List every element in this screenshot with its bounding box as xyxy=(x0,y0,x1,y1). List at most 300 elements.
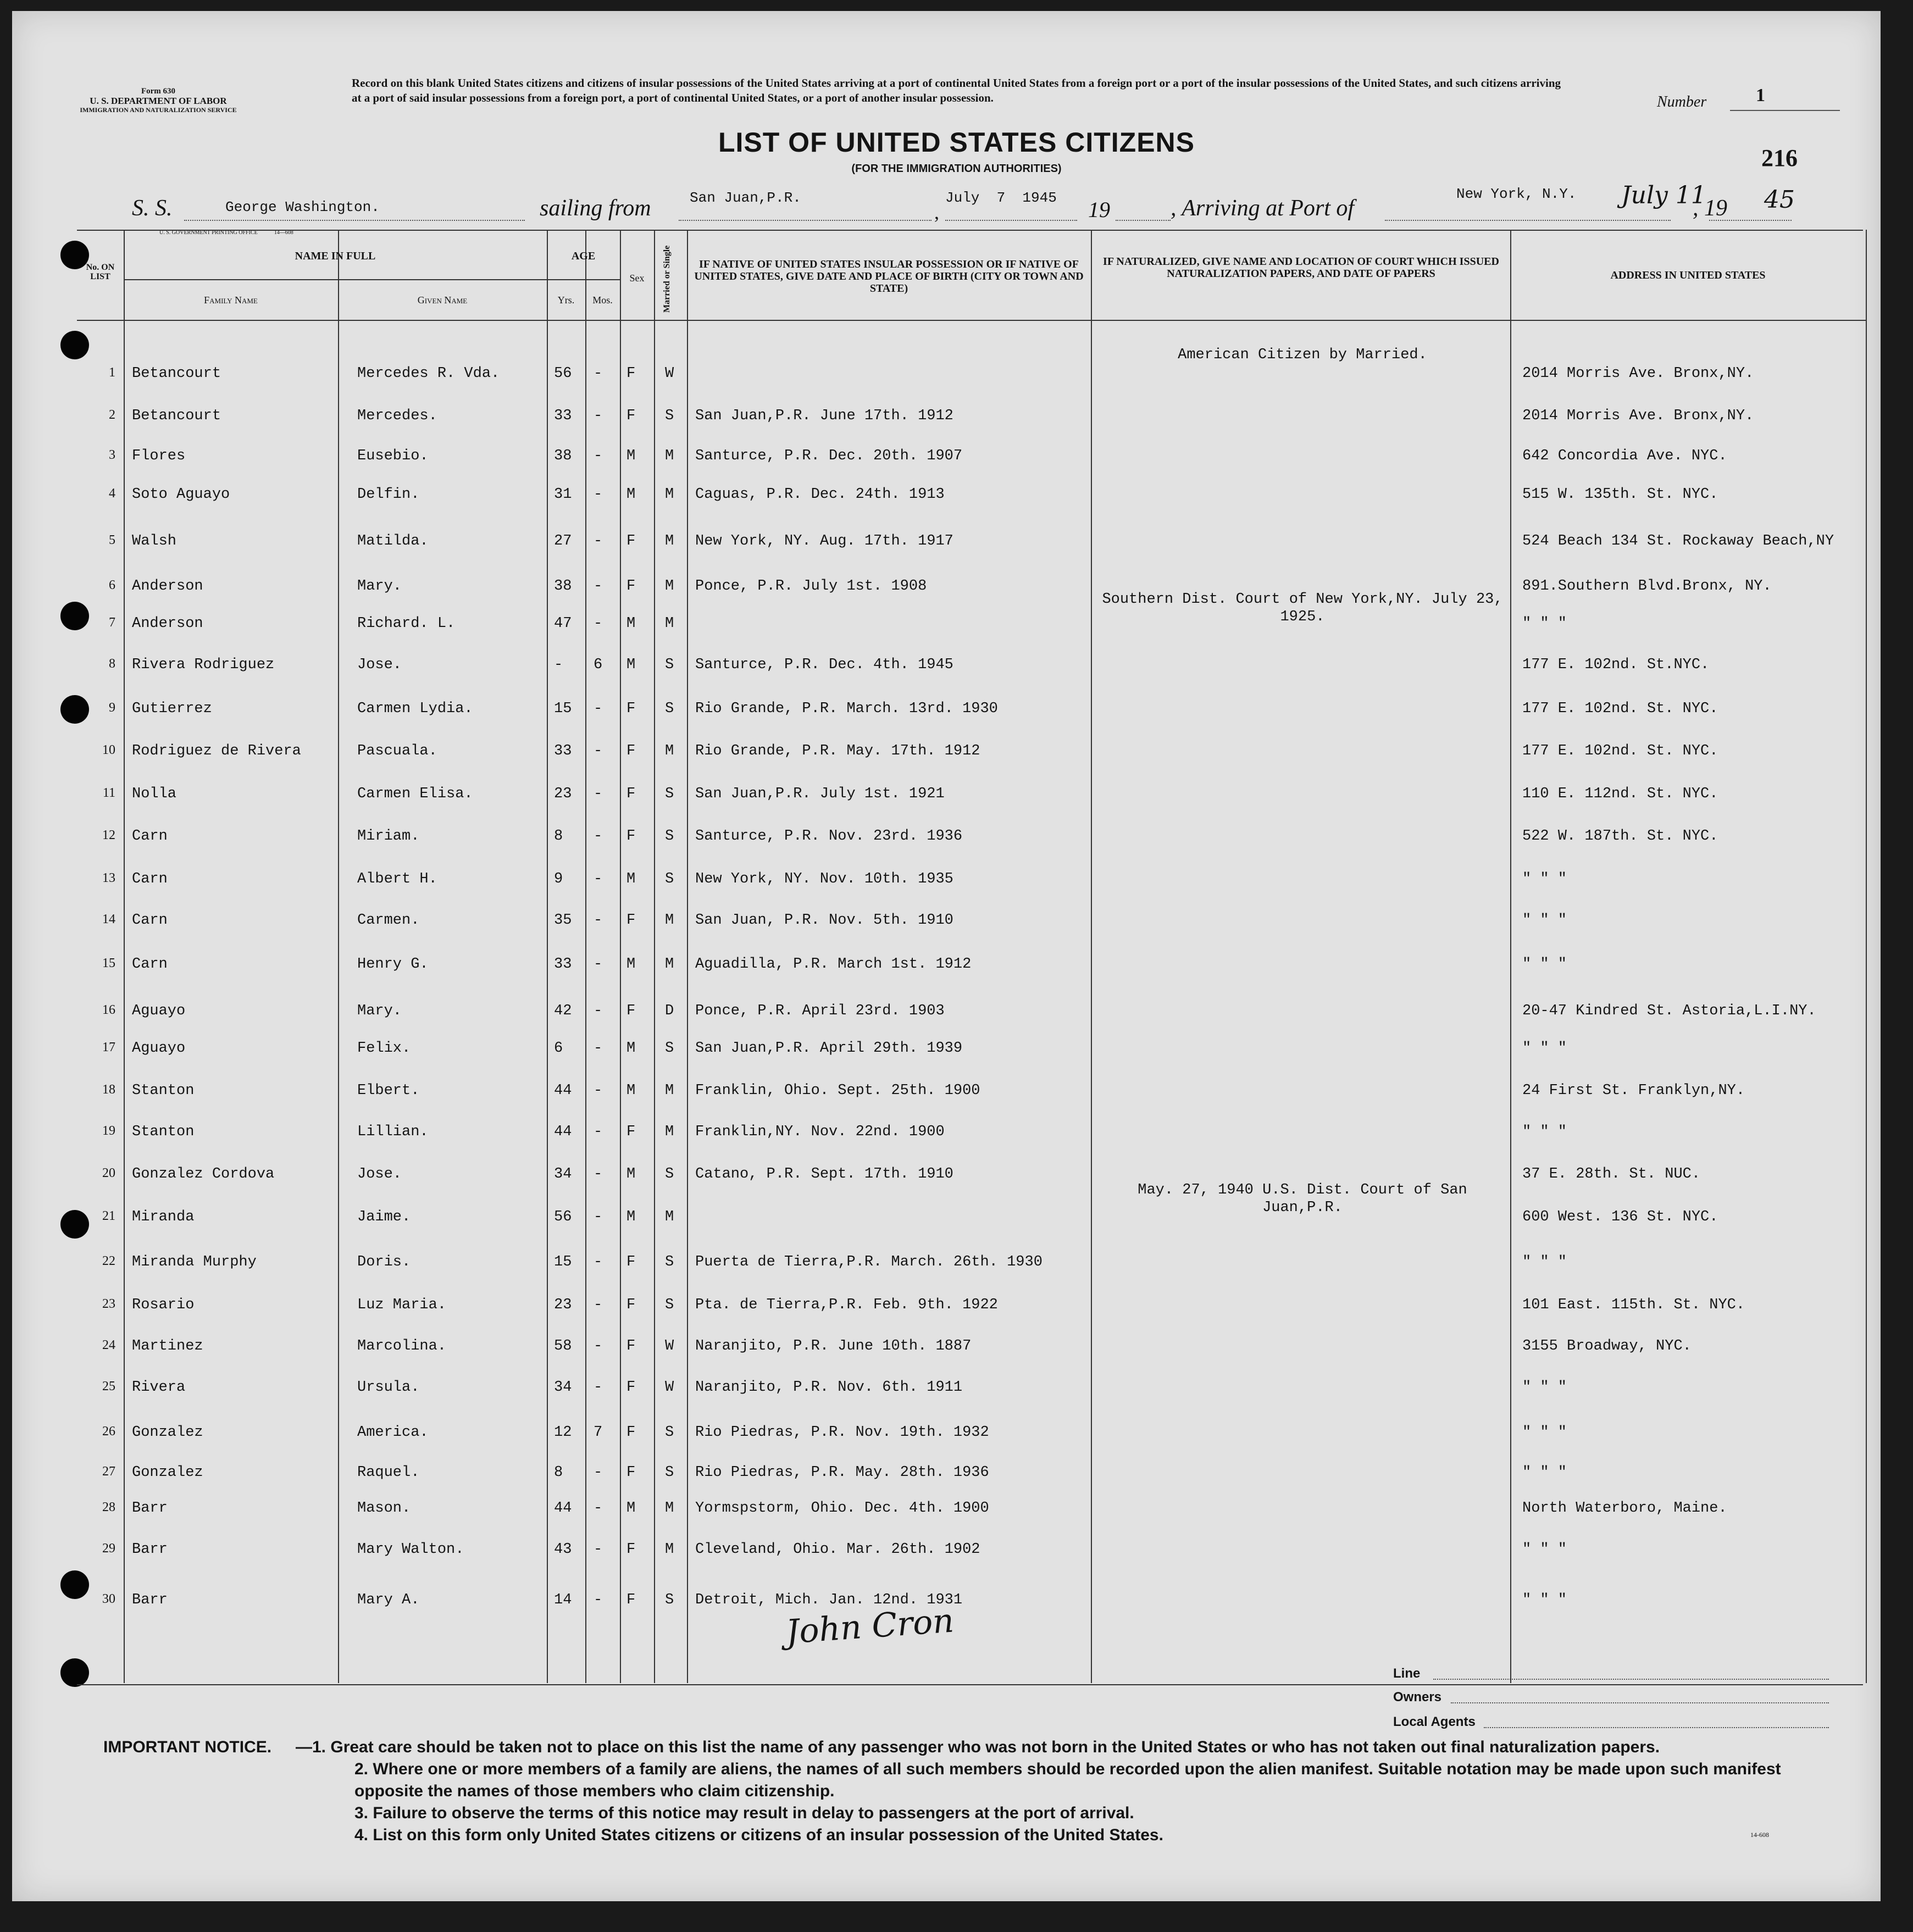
arrival-year-line xyxy=(1709,220,1792,221)
row-age-months: - xyxy=(594,1166,603,1182)
col-age: AGE xyxy=(571,250,596,262)
row-marital: M xyxy=(665,533,674,549)
row-number: 23 xyxy=(102,1297,115,1311)
row-birthplace: Puerta de Tierra,P.R. March. 26th. 1930 xyxy=(695,1254,1043,1270)
row-address: " " " xyxy=(1522,912,1567,929)
row-naturalization: May. 27, 1940 U.S. Dist. Court of San Juan,P.R. xyxy=(1138,1182,1467,1216)
row-age-years: 8 xyxy=(554,1464,563,1481)
row-marital: S xyxy=(665,1424,674,1441)
row-address: " " " xyxy=(1522,1124,1567,1140)
row-birthplace: New York, NY. Nov. 10th. 1935 xyxy=(695,871,953,887)
row-address: 177 E. 102nd. St. NYC. xyxy=(1522,743,1718,759)
row-family-name: Miranda Murphy xyxy=(132,1254,257,1270)
row-marital: M xyxy=(665,1082,674,1099)
from-line xyxy=(679,220,931,221)
notice-heading: IMPORTANT NOTICE. xyxy=(103,1738,272,1756)
col-divider xyxy=(585,230,586,1683)
col-mos: Mos. xyxy=(592,295,613,306)
row-naturalization: Southern Dist. Court of New York,NY. July 23, 1925. xyxy=(1102,591,1503,625)
row-family-name: Rivera xyxy=(132,1379,186,1396)
row-birthplace: Franklin, Ohio. Sept. 25th. 1900 xyxy=(695,1082,980,1099)
col-divider xyxy=(654,230,655,1683)
col-divider xyxy=(124,230,125,1683)
row-age-months: - xyxy=(594,578,603,595)
arrival-port: New York, N.Y. xyxy=(1456,186,1577,202)
col-birth: IF NATIVE OF UNITED STATES INSULAR POSSESSION OR IF NATIVE OF UNITED STATES, GIVE DATE AND PLACE OF BIRTH (CITY OR TOWN AND STATE) xyxy=(694,258,1084,295)
row-given-name: Matilda. xyxy=(357,533,429,549)
row-age-months: 7 xyxy=(594,1424,603,1441)
header-bottom-rule xyxy=(77,320,1866,321)
row-age-months: - xyxy=(594,1541,603,1558)
row-given-name: Mary. xyxy=(357,578,402,595)
col-no-on-list: No. ON LIST xyxy=(86,263,115,281)
agent-owners-label: Owners xyxy=(1393,1690,1442,1705)
row-sex: F xyxy=(626,743,636,759)
ss-label: S. S. xyxy=(132,196,173,221)
row-marital: M xyxy=(665,1541,674,1558)
row-address: 37 E. 28th. St. NUC. xyxy=(1522,1166,1701,1182)
col-address: ADDRESS IN UNITED STATES xyxy=(1610,269,1766,281)
row-age-months: - xyxy=(594,701,603,717)
col-divider xyxy=(1866,230,1867,1683)
row-birthplace: Ponce, P.R. April 23rd. 1903 xyxy=(695,1003,945,1019)
col-sex: Sex xyxy=(629,273,645,284)
row-address: 522 W. 187th. St. NYC. xyxy=(1522,828,1718,845)
col-naturalized: IF NATURALIZED, GIVE NAME AND LOCATION OF COURT WHICH ISSUED NATURALIZATION PAPERS, AND DATE OF PAPERS xyxy=(1103,256,1499,280)
row-age-years: 44 xyxy=(554,1124,572,1140)
row-family-name: Aguayo xyxy=(132,1040,186,1057)
row-age-years: 44 xyxy=(554,1500,572,1517)
row-birthplace: Rio Piedras, P.R. Nov. 19th. 1932 xyxy=(695,1424,989,1441)
row-age-months: - xyxy=(594,1500,603,1517)
row-address: 2014 Morris Ave. Bronx,NY. xyxy=(1522,365,1754,382)
row-age-years: 27 xyxy=(554,533,572,549)
row-family-name: Barr xyxy=(132,1592,168,1608)
row-age-years: 8 xyxy=(554,828,563,845)
row-given-name: Felix. xyxy=(357,1040,411,1057)
row-family-name: Martinez xyxy=(132,1338,203,1354)
row-birthplace: Ponce, P.R. July 1st. 1908 xyxy=(695,578,927,595)
row-birthplace: San Juan, P.R. Nov. 5th. 1910 xyxy=(695,912,953,929)
row-sex: M xyxy=(626,1040,636,1057)
row-age-months: - xyxy=(594,956,603,973)
row-family-name: Betancourt xyxy=(132,408,221,424)
row-sex: F xyxy=(626,1464,636,1481)
row-birthplace: Santurce, P.R. Dec. 4th. 1945 xyxy=(695,657,953,673)
row-number: 19 xyxy=(102,1124,115,1138)
row-marital: S xyxy=(665,701,674,717)
row-birthplace: New York, NY. Aug. 17th. 1917 xyxy=(695,533,953,549)
age-header-rule xyxy=(547,279,620,280)
ship-name: George Washington. xyxy=(225,199,380,215)
sailing-date: July 7 1945 xyxy=(945,190,1057,206)
row-address: " " " xyxy=(1522,956,1567,973)
row-number: 29 xyxy=(102,1541,115,1556)
row-given-name: America. xyxy=(357,1424,429,1441)
row-number: 8 xyxy=(109,657,115,671)
row-age-months: 6 xyxy=(594,657,603,673)
col-name-in-full: NAME IN FULL xyxy=(295,250,376,262)
row-number: 13 xyxy=(102,871,115,885)
agent-line-label: Line xyxy=(1393,1666,1421,1681)
row-marital: W xyxy=(665,1379,674,1396)
row-address: 20-47 Kindred St. Astoria,L.I.NY. xyxy=(1522,1003,1816,1019)
row-sex: F xyxy=(626,701,636,717)
row-given-name: Luz Maria. xyxy=(357,1297,447,1313)
row-number: 5 xyxy=(109,533,115,547)
row-age-years: 38 xyxy=(554,578,572,595)
row-given-name: Elbert. xyxy=(357,1082,420,1099)
row-age-years: 12 xyxy=(554,1424,572,1441)
col-yrs: Yrs. xyxy=(557,295,575,306)
stamp-number: 216 xyxy=(1761,145,1798,171)
row-sex: M xyxy=(626,448,636,464)
row-sex: F xyxy=(626,533,636,549)
row-given-name: Doris. xyxy=(357,1254,411,1270)
year-line xyxy=(1116,220,1171,221)
row-marital: M xyxy=(665,615,674,632)
row-given-name: Carmen Elisa. xyxy=(357,786,473,802)
port-line xyxy=(1385,220,1671,221)
col-marital: Married or Single xyxy=(662,245,672,313)
row-family-name: Carn xyxy=(132,871,168,887)
row-marital: S xyxy=(665,1040,674,1057)
row-sex: M xyxy=(626,1209,636,1225)
row-age-months: - xyxy=(594,1379,603,1396)
signature: John Cron xyxy=(784,1601,955,1652)
row-marital: M xyxy=(665,1500,674,1517)
row-number: 18 xyxy=(102,1082,115,1097)
row-birthplace: Aguadilla, P.R. March 1st. 1912 xyxy=(695,956,972,973)
row-sex: F xyxy=(626,365,636,382)
number-value: 1 xyxy=(1756,85,1765,106)
row-given-name: Richard. L. xyxy=(357,615,456,632)
row-address: " " " xyxy=(1522,1379,1567,1396)
row-marital: W xyxy=(665,1338,674,1354)
row-number: 9 xyxy=(109,701,115,715)
row-sex: F xyxy=(626,1379,636,1396)
row-address: " " " xyxy=(1522,1464,1567,1481)
sailing-label: sailing from xyxy=(540,196,651,221)
row-age-months: - xyxy=(594,1040,603,1057)
row-age-months: - xyxy=(594,828,603,845)
row-sex: M xyxy=(626,871,636,887)
row-marital: S xyxy=(665,1254,674,1270)
row-age-months: - xyxy=(594,912,603,929)
row-given-name: Mary A. xyxy=(357,1592,420,1608)
row-address: 642 Concordia Ave. NYC. xyxy=(1522,448,1727,464)
row-number: 3 xyxy=(109,448,115,462)
year-prefix: 19 xyxy=(1088,197,1110,222)
row-address: 891.Southern Blvd.Bronx, NY. xyxy=(1522,578,1772,595)
notice-item-3: 3. Failure to observe the terms of this notice may result in delay to passengers at the port of arrival. xyxy=(354,1804,1134,1822)
row-number: 17 xyxy=(102,1040,115,1054)
row-given-name: Jose. xyxy=(357,1166,402,1182)
row-family-name: Carn xyxy=(132,912,168,929)
row-family-name: Anderson xyxy=(132,578,203,595)
row-family-name: Gonzalez xyxy=(132,1464,203,1481)
row-given-name: Eusebio. xyxy=(357,448,429,464)
row-family-name: Rivera Rodriguez xyxy=(132,657,275,673)
row-given-name: Mason. xyxy=(357,1500,411,1517)
agent-local-rule xyxy=(1484,1727,1829,1728)
agent-local-label: Local Agents xyxy=(1393,1714,1476,1729)
row-given-name: Mercedes R. Vda. xyxy=(357,365,500,382)
col-divider xyxy=(338,230,339,1683)
row-sex: F xyxy=(626,828,636,845)
number-label: Number xyxy=(1657,93,1707,110)
row-address: 515 W. 135th. St. NYC. xyxy=(1522,486,1718,503)
from-port: San Juan,P.R. xyxy=(690,190,801,206)
row-age-months: - xyxy=(594,1254,603,1270)
row-birthplace: Yormspstorm, Ohio. Dec. 4th. 1900 xyxy=(695,1500,989,1517)
row-family-name: Flores xyxy=(132,448,186,464)
row-birthplace: Rio Grande, P.R. May. 17th. 1912 xyxy=(695,743,980,759)
name-header-rule xyxy=(124,279,547,280)
row-sex: F xyxy=(626,786,636,802)
row-address: North Waterboro, Maine. xyxy=(1522,1500,1727,1517)
row-birthplace: Santurce, P.R. Nov. 23rd. 1936 xyxy=(695,828,963,845)
row-family-name: Soto Aguayo xyxy=(132,486,230,503)
row-address: " " " xyxy=(1522,1040,1567,1057)
row-given-name: Ursula. xyxy=(357,1379,420,1396)
row-address: " " " xyxy=(1522,1592,1567,1608)
row-age-months: - xyxy=(594,1338,603,1354)
row-sex: F xyxy=(626,1003,636,1019)
row-age-years: 23 xyxy=(554,1297,572,1313)
row-age-years: 43 xyxy=(554,1541,572,1558)
row-family-name: Stanton xyxy=(132,1082,195,1099)
row-birthplace: Rio Grande, P.R. March. 13rd. 1930 xyxy=(695,701,998,717)
row-birthplace: Cleveland, Ohio. Mar. 26th. 1902 xyxy=(695,1541,980,1558)
row-number: 27 xyxy=(102,1464,115,1479)
row-family-name: Anderson xyxy=(132,615,203,632)
row-number: 2 xyxy=(109,408,115,422)
row-address: 2014 Morris Ave. Bronx,NY. xyxy=(1522,408,1754,424)
row-age-years: 33 xyxy=(554,408,572,424)
row-family-name: Barr xyxy=(132,1541,168,1558)
row-age-years: 33 xyxy=(554,743,572,759)
row-given-name: Marcolina. xyxy=(357,1338,447,1354)
row-family-name: Rosario xyxy=(132,1297,195,1313)
row-age-years: 47 xyxy=(554,615,572,632)
row-birthplace: Naranjito, P.R. Nov. 6th. 1911 xyxy=(695,1379,963,1396)
row-naturalization: American Citizen by Married. xyxy=(1178,347,1427,363)
row-number: 12 xyxy=(102,828,115,842)
row-birthplace: San Juan,P.R. June 17th. 1912 xyxy=(695,408,953,424)
arrival-date-handwritten: July 11 xyxy=(1621,181,1706,209)
row-address: 101 East. 115th. St. NYC. xyxy=(1522,1297,1745,1313)
row-given-name: Carmen Lydia. xyxy=(357,701,473,717)
row-marital: M xyxy=(665,956,674,973)
row-family-name: Rodriguez de Rivera xyxy=(132,743,301,759)
row-marital: S xyxy=(665,1464,674,1481)
row-birthplace: Santurce, P.R. Dec. 20th. 1907 xyxy=(695,448,963,464)
form-identifier xyxy=(59,87,257,115)
row-birthplace: Detroit, Mich. Jan. 12nd. 1931 xyxy=(695,1592,963,1608)
row-number: 20 xyxy=(102,1166,115,1180)
agent-line-rule xyxy=(1433,1679,1829,1680)
row-marital: D xyxy=(665,1003,674,1019)
row-address: 177 E. 102nd. St. NYC. xyxy=(1522,701,1718,717)
row-age-months: - xyxy=(594,1124,603,1140)
ship-line xyxy=(184,220,525,221)
row-sex: F xyxy=(626,1424,636,1441)
row-marital: M xyxy=(665,743,674,759)
row-age-years: 6 xyxy=(554,1040,563,1057)
row-family-name: Carn xyxy=(132,828,168,845)
row-age-years: 58 xyxy=(554,1338,572,1354)
row-address: " " " xyxy=(1522,1541,1567,1558)
row-number: 6 xyxy=(109,578,115,592)
row-sex: M xyxy=(626,1166,636,1182)
row-marital: M xyxy=(665,912,674,929)
row-number: 15 xyxy=(102,956,115,970)
row-address: 524 Beach 134 St. Rockaway Beach,NY xyxy=(1522,533,1834,549)
arrival-year-handwritten: 45 xyxy=(1764,186,1795,214)
row-birthplace: San Juan,P.R. April 29th. 1939 xyxy=(695,1040,963,1057)
row-age-years: 15 xyxy=(554,701,572,717)
row-age-months: - xyxy=(594,1297,603,1313)
row-age-months: - xyxy=(594,1082,603,1099)
notice-item-1: —1. Great care should be taken not to place on this list the name of any passenger who was not born in the United States or who has not taken out final naturalization papers. xyxy=(296,1738,1660,1756)
row-age-years: 35 xyxy=(554,912,572,929)
row-marital: S xyxy=(665,1297,674,1313)
intro-text: Record on this blank United States citizens and citizens of insular possessions of the United States arriving at a port of continental United States from a foreign port or a port of the insular possessions of the United States, and such citizens arriving at a port of said insular possessions from a foreign port, a port of continental United States, or a port of another insular possession. xyxy=(352,76,1561,104)
date-line xyxy=(945,220,1077,221)
row-address: " " " xyxy=(1522,615,1567,632)
row-number: 14 xyxy=(102,912,115,926)
row-age-months: - xyxy=(594,743,603,759)
row-age-months: - xyxy=(594,1209,603,1225)
row-given-name: Jaime. xyxy=(357,1209,411,1225)
row-address: 24 First St. Franklyn,NY. xyxy=(1522,1082,1745,1099)
row-number: 26 xyxy=(102,1424,115,1439)
row-marital: M xyxy=(665,448,674,464)
department-name: U. S. DEPARTMENT OF LABOR xyxy=(90,96,227,106)
row-family-name: Gonzalez xyxy=(132,1424,203,1441)
row-marital: S xyxy=(665,828,674,845)
row-age-years: 44 xyxy=(554,1082,572,1099)
row-birthplace: Catano, P.R. Sept. 17th. 1910 xyxy=(695,1166,953,1182)
col-divider xyxy=(620,230,621,1683)
row-age-years: - xyxy=(554,657,563,673)
row-marital: M xyxy=(665,486,674,503)
row-sex: F xyxy=(626,1297,636,1313)
col-given-name: Given Name xyxy=(417,295,468,306)
row-given-name: Mercedes. xyxy=(357,408,437,424)
row-marital: S xyxy=(665,1166,674,1182)
row-age-months: - xyxy=(594,408,603,424)
notice-item-4: 4. List on this form only United States citizens or citizens of an insular possession of the United States. xyxy=(354,1826,1163,1844)
row-family-name: Carn xyxy=(132,956,168,973)
form-number: Form 630 xyxy=(141,87,176,96)
row-age-months: - xyxy=(594,533,603,549)
row-number: 30 xyxy=(102,1592,115,1606)
row-marital: M xyxy=(665,1124,674,1140)
row-marital: W xyxy=(665,365,674,382)
row-age-months: - xyxy=(594,486,603,503)
row-age-months: - xyxy=(594,448,603,464)
row-number: 21 xyxy=(102,1209,115,1223)
row-age-months: - xyxy=(594,615,603,632)
row-address: 600 West. 136 St. NYC. xyxy=(1522,1209,1718,1225)
col-divider xyxy=(687,230,688,1683)
row-address: 110 E. 112nd. St. NYC. xyxy=(1522,786,1718,802)
row-sex: F xyxy=(626,1592,636,1608)
row-family-name: Betancourt xyxy=(132,365,221,382)
row-sex: M xyxy=(626,615,636,632)
row-age-years: 34 xyxy=(554,1379,572,1396)
row-number: 4 xyxy=(109,486,115,501)
page-subtitle: (FOR THE IMMIGRATION AUTHORITIES) xyxy=(851,163,1062,175)
col-divider xyxy=(547,230,548,1683)
row-age-years: 9 xyxy=(554,871,563,887)
row-sex: F xyxy=(626,1541,636,1558)
row-sex: F xyxy=(626,408,636,424)
row-sex: M xyxy=(626,1500,636,1517)
row-birthplace: Naranjito, P.R. June 10th. 1887 xyxy=(695,1338,972,1354)
row-age-months: - xyxy=(594,786,603,802)
row-age-months: - xyxy=(594,1464,603,1481)
row-age-years: 31 xyxy=(554,486,572,503)
arriving-label: , Arriving at Port of xyxy=(1171,196,1355,221)
arrival-year-prefix: , 19 xyxy=(1693,196,1727,221)
row-address: 177 E. 102nd. St.NYC. xyxy=(1522,657,1710,673)
row-marital: S xyxy=(665,1592,674,1608)
row-address: " " " xyxy=(1522,1424,1567,1441)
page-title: LIST OF UNITED STATES CITIZENS xyxy=(718,127,1195,158)
row-age-years: 34 xyxy=(554,1166,572,1182)
row-family-name: Gutierrez xyxy=(132,701,212,717)
row-sex: F xyxy=(626,578,636,595)
row-sex: M xyxy=(626,956,636,973)
row-sex: F xyxy=(626,1254,636,1270)
row-number: 11 xyxy=(102,786,115,800)
row-number: 10 xyxy=(102,743,115,757)
row-birthplace: Rio Piedras, P.R. May. 28th. 1936 xyxy=(695,1464,989,1481)
row-birthplace: Caguas, P.R. Dec. 24th. 1913 xyxy=(695,486,945,503)
col-divider xyxy=(1510,230,1511,1683)
row-family-name: Miranda xyxy=(132,1209,195,1225)
row-marital: S xyxy=(665,657,674,673)
row-marital: M xyxy=(665,578,674,595)
row-given-name: Henry G. xyxy=(357,956,429,973)
row-given-name: Miriam. xyxy=(357,828,420,845)
row-sex: F xyxy=(626,912,636,929)
row-marital: S xyxy=(665,786,674,802)
row-given-name: Carmen. xyxy=(357,912,420,929)
row-given-name: Jose. xyxy=(357,657,402,673)
row-address: " " " xyxy=(1522,1254,1567,1270)
row-age-years: 56 xyxy=(554,365,572,382)
row-age-years: 15 xyxy=(554,1254,572,1270)
row-sex: F xyxy=(626,1124,636,1140)
row-age-years: 14 xyxy=(554,1592,572,1608)
row-given-name: Mary. xyxy=(357,1003,402,1019)
row-family-name: Walsh xyxy=(132,533,177,549)
row-sex: M xyxy=(626,1082,636,1099)
row-family-name: Gonzalez Cordova xyxy=(132,1166,275,1182)
row-address: 3155 Broadway, NYC. xyxy=(1522,1338,1692,1354)
row-age-months: - xyxy=(594,365,603,382)
number-underline xyxy=(1730,110,1840,111)
row-sex: F xyxy=(626,1338,636,1354)
row-age-years: 42 xyxy=(554,1003,572,1019)
row-given-name: Mary Walton. xyxy=(357,1541,464,1558)
col-divider xyxy=(1091,230,1092,1683)
row-birthplace: Pta. de Tierra,P.R. Feb. 9th. 1922 xyxy=(695,1297,998,1313)
